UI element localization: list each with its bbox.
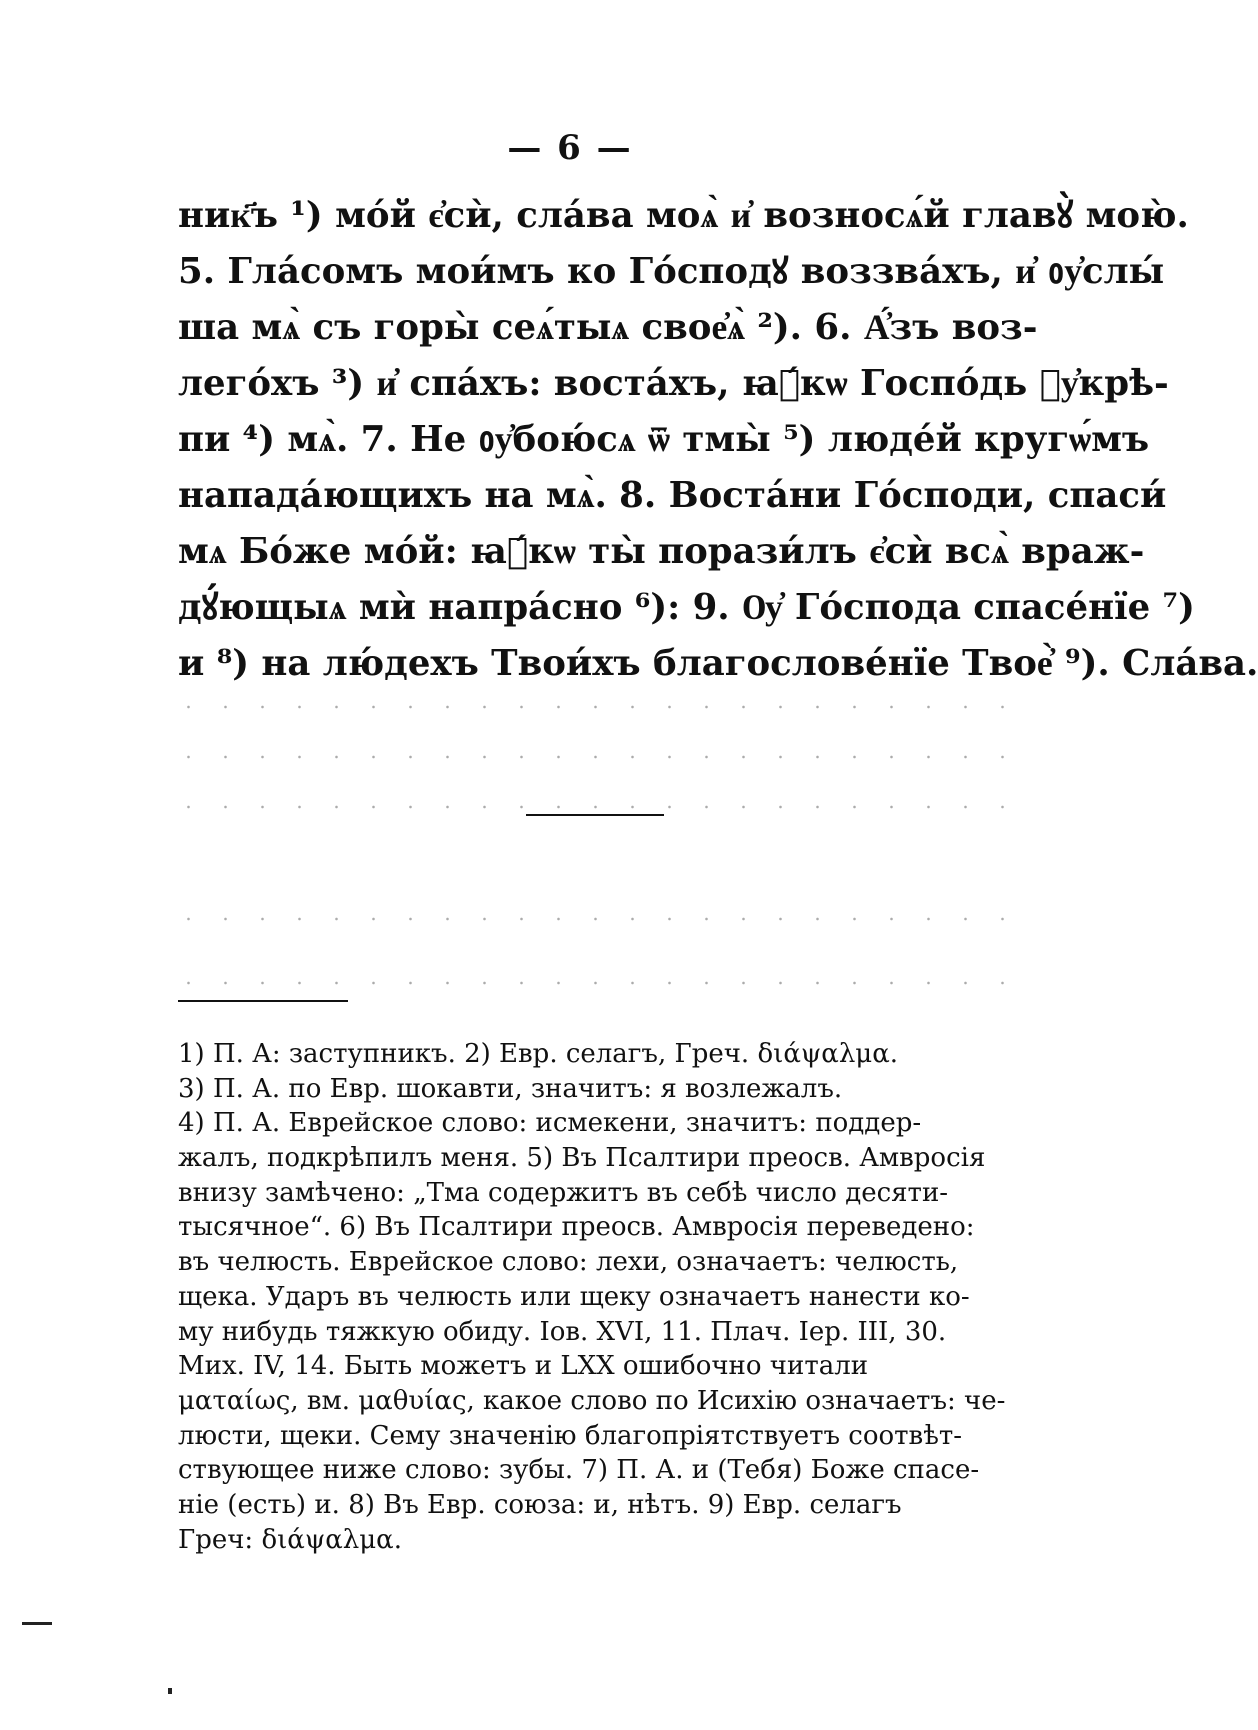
footnote-line: люсти, щеки. Сему значенію благопріятствуетъ соотвѣт-	[178, 1420, 963, 1451]
footnote-line: внизу замѣчено: „Тма содержитъ въ себѣ число десяти-	[178, 1177, 949, 1208]
footnote-line: 4) П. А. Еврейское слово: исмекени, значитъ: поддер-	[178, 1108, 922, 1139]
footnotes-block	[178, 1037, 1014, 1557]
main-text-line: лего́хъ ³) и҆ спа́хъ: воста́хъ, ꙗ҆́кѡ Госпо́дь ᲂу҆крѣ-	[178, 363, 1169, 404]
main-text-line: ша мѧ̀ съ горы̀ сеѧ́тыѧ свое҆ѧ̀ ²). 6. А҆́зъ воз-	[178, 307, 1038, 348]
footnote-line: въ челюсть. Еврейское слово: лехи, означаетъ: челюсть,	[178, 1247, 959, 1278]
footnote-line: 3) П. А. по Евр. шокавти, значитъ: я возлежалъ.	[178, 1073, 843, 1104]
footnote-line: ματαίως, вм. μαθυίας, какое слово по Исихію означаетъ: че-	[178, 1385, 1006, 1416]
margin-mark	[168, 1688, 172, 1694]
scan-speckle	[170, 750, 1030, 764]
scan-speckle	[170, 912, 1030, 926]
scan-speckle	[170, 976, 1030, 990]
scan-speckle	[170, 700, 1030, 714]
main-text-line: и ⁸) на лю́дехъ Твои́хъ благослове́нїе Твое҆̀ ⁹). Сла́ва.	[178, 643, 1258, 684]
footnote-line: 1) П. А: заступникъ. 2) Евр. селагъ, Греч. διάψαλμα.	[178, 1039, 899, 1069]
page-number: — 6 —	[507, 128, 633, 168]
footnote-line: му нибудь тяжкую обиду. Іов. XVI, 11. Плач. Іер. III, 30.	[178, 1316, 947, 1347]
footnote-line: щека. Ударъ въ челюсть или щеку означаетъ нанести ко-	[178, 1281, 970, 1312]
main-text-line: 5. Гла́сомъ мои́мъ ко Го́сподꙋ воззва́хъ, и҆ ᲂу҆слы́	[178, 251, 1165, 292]
footnote-line: ніе (есть) и. 8) Въ Евр. союза: и, нѣтъ. 9) Евр. селагъ	[178, 1489, 902, 1520]
margin-mark	[22, 1622, 52, 1625]
main-text-line: пи ⁴) мѧ̀. 7. Не ᲂу҆бою́сѧ ѿ тмы̀ ⁵) люде́й кругѡ́мъ	[178, 419, 1150, 460]
scan-speckle	[170, 800, 1030, 814]
main-text-line: дꙋ́ющыѧ мѝ напра́сно ⁶): 9. Ѹ҆ Го́спода спасе́нїе ⁷)	[178, 587, 1195, 628]
footnote-line: тысячное“. 6) Въ Псалтири преосв. Амвросія переведено:	[178, 1212, 975, 1243]
main-text-line: ник҃ъ ¹) мо́й є҆сѝ, сла́ва моѧ̀ и҆ возносѧ́й главꙋ̀ мою̀.	[178, 195, 1189, 236]
footnote-line: жалъ, подкрѣпилъ меня. 5) Въ Псалтири преосв. Амвросія	[178, 1143, 986, 1174]
footnote-separator-rule	[178, 1000, 348, 1002]
main-text-block	[178, 188, 1258, 692]
footnote-line: Греч: διάψαλμα.	[178, 1524, 403, 1555]
footnote-line: Мих. IV, 14. Быть можетъ и LXX ошибочно читали	[178, 1351, 869, 1382]
section-divider-rule	[526, 814, 664, 816]
footnote-line: ствующее ниже слово: зубы. 7) П. А. и (Тебя) Боже спасе-	[178, 1455, 980, 1486]
main-text-line: напада́ющихъ на мѧ̀. 8. Воста́ни Го́споди, спаси́	[178, 475, 1167, 516]
main-text-line: мѧ Бо́же мо́й: ꙗ҆́кѡ ты̀ порази́лъ є҆сѝ всѧ̀ враж-	[178, 531, 1145, 572]
